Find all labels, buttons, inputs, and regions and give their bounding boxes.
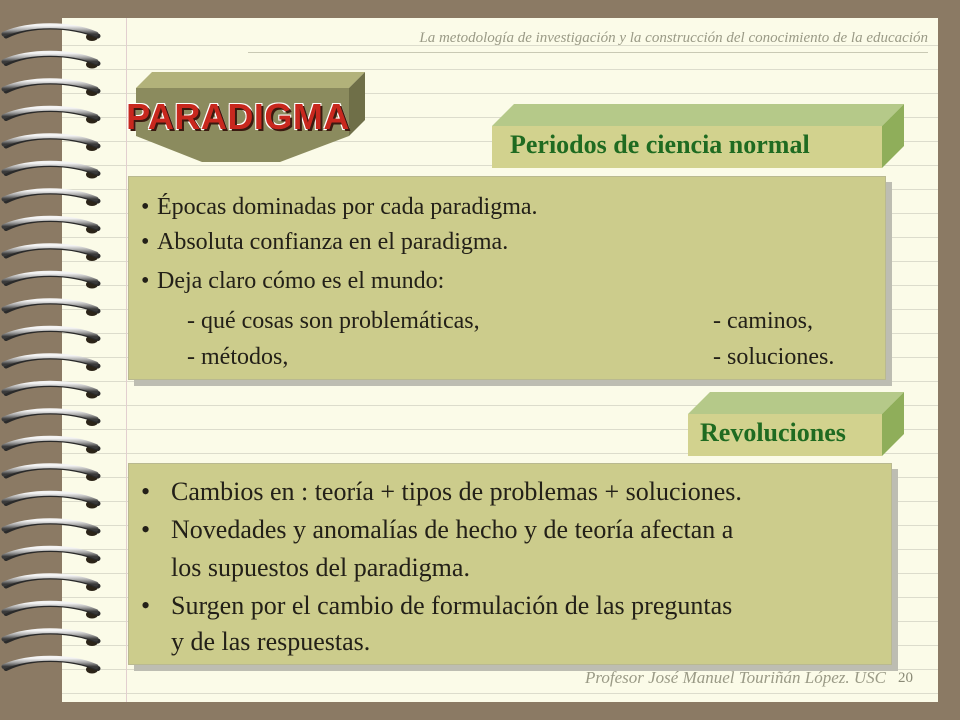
spiral-ring-icon (4, 218, 98, 233)
bullet-text: Absoluta confianza en el paradigma. (157, 229, 509, 255)
spiral-ring-icon (4, 493, 98, 508)
spiral-ring-icon (4, 328, 98, 343)
paradigma-label: PARADIGMA (126, 96, 350, 137)
banner-revoluciones-label: Revoluciones (700, 418, 846, 447)
ciencia-normal-box (128, 176, 886, 380)
revoluciones-box (128, 463, 892, 665)
bullet-text: Cambios en : teoría + tipos de problemas + soluciones. (171, 477, 742, 506)
spiral-ring-icon (4, 53, 98, 68)
bullet-text: Deja claro cómo es el mundo: (157, 268, 445, 294)
bullet-text: Épocas dominadas por cada paradigma. (157, 194, 538, 220)
sub-item: - caminos, (713, 308, 813, 334)
banner-ciencia-normal-label: Periodos de ciencia normal (510, 130, 810, 159)
spiral-ring-icon (4, 466, 98, 481)
header-rule (248, 52, 928, 53)
spiral-ring-icon (4, 383, 98, 398)
bullet-text-continuation: los supuestos del paradigma. (171, 553, 470, 582)
bullet-icon: • (141, 515, 151, 544)
bullet-icon: • (141, 194, 150, 220)
bullet-icon: • (141, 268, 150, 294)
spiral-ring-icon (4, 136, 98, 151)
bullet-text: Novedades y anomalías de hecho y de teoría afectan a (171, 515, 734, 544)
spiral-ring-icon (4, 603, 98, 618)
spiral-ring-icon (4, 521, 98, 536)
footer-author: Profesor José Manuel Touriñán López. USC (585, 668, 886, 687)
spiral-ring-icon (4, 301, 98, 316)
bullet-icon: • (141, 477, 151, 506)
bullet-icon: • (141, 229, 150, 255)
spiral-ring-icon (4, 246, 98, 261)
spiral-ring-icon (4, 108, 98, 123)
spiral-ring-icon (4, 576, 98, 591)
spiral-ring-icon (4, 356, 98, 371)
bullet-text: Surgen por el cambio de formulación de las preguntas (171, 591, 733, 620)
spiral-ring-icon (4, 273, 98, 288)
spiral-ring-icon (4, 631, 98, 646)
spiral-ring-icon (4, 191, 98, 206)
bullet-text-continuation: y de las respuestas. (171, 627, 371, 656)
header-title: La metodología de investigación y la construcción del conocimiento de la educación (419, 30, 928, 46)
bullet-icon: • (141, 591, 151, 620)
spiral-ring-icon (4, 548, 98, 563)
spiral-ring-icon (4, 438, 98, 453)
spiral-binding (0, 20, 110, 700)
sub-item: - soluciones. (713, 344, 835, 370)
spiral-ring-icon (4, 163, 98, 178)
sub-item: - qué cosas son problemáticas, (187, 308, 480, 334)
spiral-ring-icon (4, 81, 98, 96)
sub-item: - métodos, (187, 344, 289, 370)
spiral-ring-icon (4, 411, 98, 426)
page-number: 20 (898, 670, 913, 686)
